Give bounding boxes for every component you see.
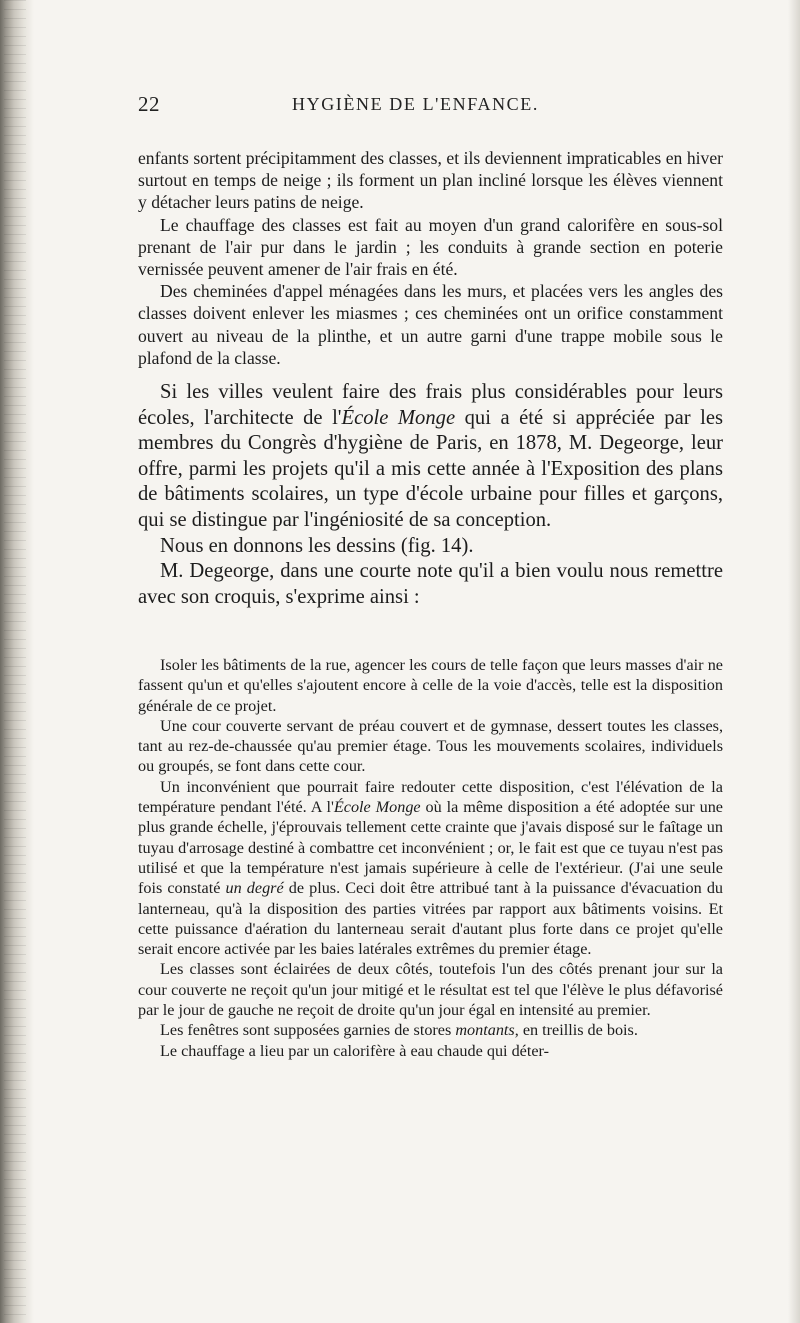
italic-run: École Monge: [333, 798, 421, 817]
text-block-quote: [138, 655, 723, 1061]
paragraph: [138, 1020, 723, 1040]
paragraph: Le chauffage a lieu par un calorifère à eau chaude qui déter-: [160, 1041, 549, 1060]
running-title: HYGIÈNE DE L'ENFANCE.: [292, 94, 539, 114]
italic-run: un degré: [225, 879, 284, 898]
paragraph: enfants sortent précipitamment des classes, et ils deviennent impraticables en hiver surtout en temps de neige ; ils forment un plan incliné lorsque les élèves viennent y détacher leurs patins de neige.: [138, 148, 723, 213]
page-edge-shadow: [788, 0, 800, 1323]
paragraph: Nous en donnons les dessins (fig. 14).: [160, 534, 474, 557]
paragraph: [138, 777, 723, 960]
text-run: qui a été si appréciée par les membres du Congrès d'hygiène de Paris, en 1878, M. Degeorge, leur offre, parmi les projets qu'il a mis cette année à l'Exposition des plans de bâtiments scolaires, un type d'école urbaine pour filles et garçons, qui se distingue par l'ingéniosité de sa conception.: [138, 406, 723, 531]
italic-run: montants: [455, 1021, 515, 1040]
text-run: Si les villes veulent faire des frais plus considérables pour leurs écoles, l'architecte de l': [138, 381, 723, 429]
paragraph: Les classes sont éclairées de deux côtés, toutefois l'un des côtés prenant jour sur la cour couverte ne reçoit qu'un jour mitigé et le résultat est tel que l'élève le plus défavorisé par le jour de gauche ne reçoit de droite qu'un jour égal en intensité au premier.: [138, 960, 723, 1020]
text-run: Les fenêtres sont supposées garnies de stores: [160, 1021, 456, 1040]
paragraph: Une cour couverte servant de préau couvert et de gymnase, dessert toutes les classes, tant au rez-de-chaussée qu'au premier étage. Tous les mouvements scolaires, individuels ou groupés, se font dans cette cour.: [138, 716, 723, 776]
text-run: , en treillis de bois.: [514, 1021, 638, 1040]
paragraph: M. Degeorge, dans une courte note qu'il a bien voulu nous remettre avec son croquis, s'exprime ainsi :: [138, 560, 723, 608]
page-number: 22: [138, 92, 160, 116]
paragraph: Des cheminées d'appel ménagées dans les murs, et placées vers les angles des classes doivent enlever les miasmes ; ces cheminées ont un orifice constamment ouvert au niveau de la plinthe, et un autre garni d'une trappe mobile sous le plafond de la classe.: [138, 281, 723, 368]
paragraph: Le chauffage des classes est fait au moyen d'un grand calorifère en sous-sol prenant de l'air pur dans le jardin ; les conduits à grande section en poterie vernissée peuvent amener de l'air frais en été.: [138, 214, 723, 280]
paragraph: [138, 380, 723, 534]
italic-run: École Monge: [341, 406, 456, 429]
running-head: [138, 92, 723, 122]
text-run: de plus. Ceci doit être attribué tant à la puissance d'évacuation du lanterneau, qu'à la disposition des parties vitrées par rapport aux bâtiments voisins. Et cette puissance d'aération du lanterneau serait d'autant plus forte dans ce projet qu'elle serait encore activée par les baies latérales extrêmes du premier étage.: [138, 879, 724, 959]
text-run: Un inconvénient que pourrait faire redouter cette disposition, c'est l'élévation de la température pendant l'été. A l': [138, 777, 723, 817]
text-run: où la même disposition a été adoptée sur une plus grande échelle, j'éprouvais tellement cette crainte que j'avais disposé sur le faîtage un tuyau d'arrosage destiné à combattre cet inconvénient ; or, le fait est que ce tuyau n'est pas utilisé et que la température n'est jamais supérieure à celle de l'extérieur. (J'ai une seule fois constaté: [138, 798, 723, 898]
text-block-top: [138, 147, 723, 369]
text-block-mid: [138, 380, 723, 610]
binding-texture: [4, 0, 26, 1323]
paragraph: Isoler les bâtiments de la rue, agencer les cours de telle façon que leurs masses d'air ne fassent qu'un et qu'elles s'ajoutent encore à celle de la voie d'accès, telle est la disposition générale de ce projet.: [138, 656, 723, 715]
